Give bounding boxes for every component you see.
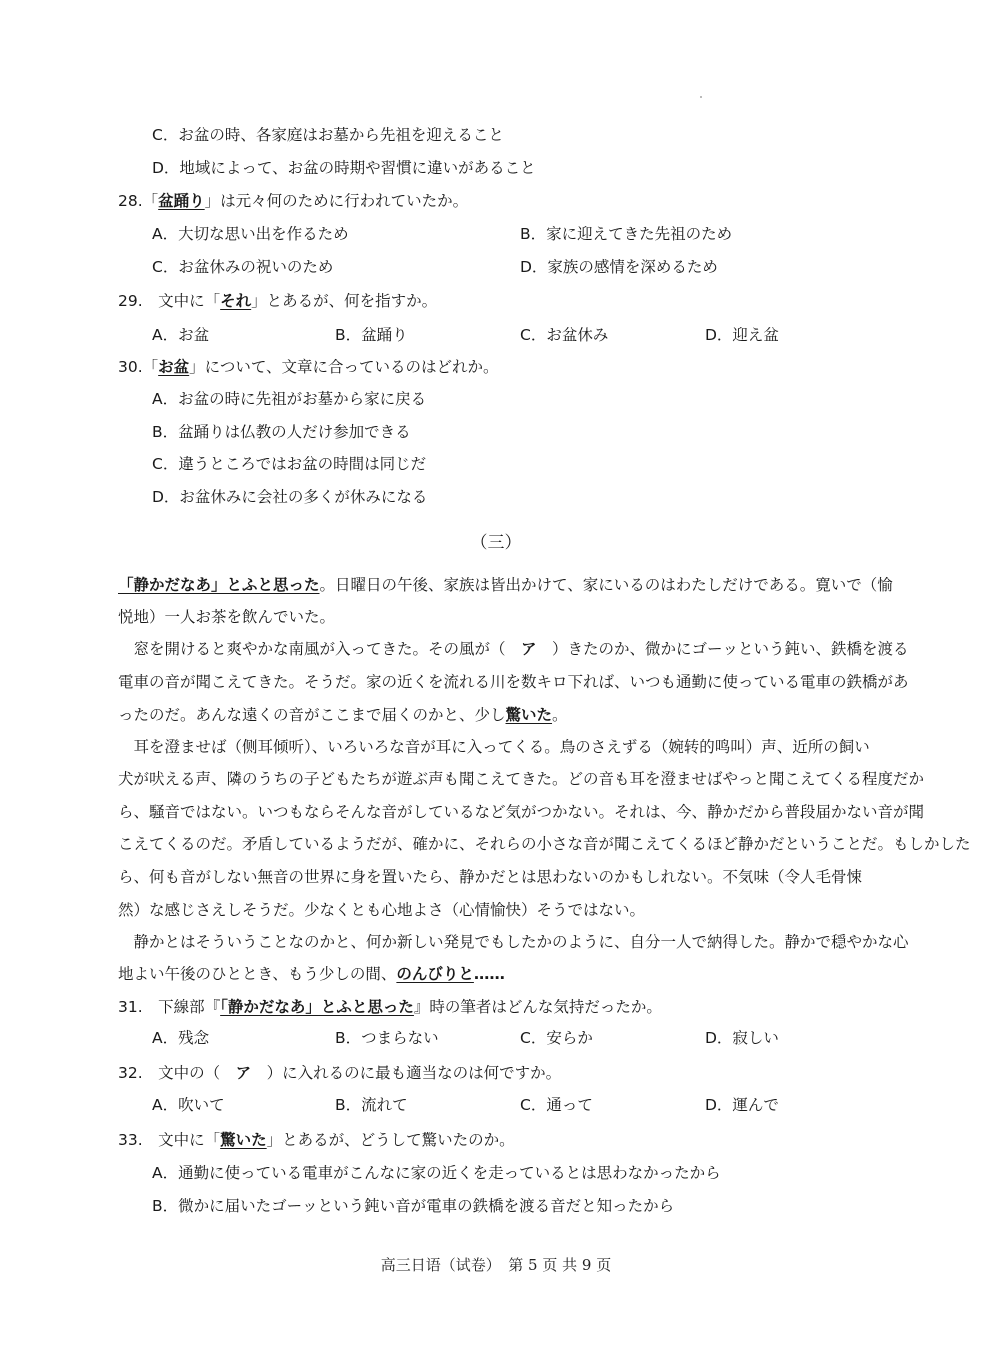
passage-line: ら、騒音ではない。いつもならそんな音がしているなど気がつかない。それは、今、静かだから普段届かない音が聞 [118,803,925,821]
q31-option-a: A．残念 [152,1029,210,1047]
q32-option-b: B．流れて [335,1096,408,1114]
q29-question [118,291,437,311]
q28-option-a: A．大切な思い出を作るため [152,225,349,243]
q31-prefix: 31. 下線部『 [118,998,221,1016]
passage-line: 電車の音が聞こえてきた。そうだ。家の近くを流れる川を数キロ下れば、いつも通勤に使っている電車の鉄橋があ [118,673,909,691]
passage-keyword-shizuka: 「静かだなあ」とふと思った [118,576,320,594]
q28-question [118,191,468,211]
page-footer: 高三日语（试卷） 第 5 页 共 9 页 [380,1256,612,1274]
passage-line [118,639,909,659]
q32-question [118,1063,561,1083]
passage-text: 地よい午後のひととき、もう少しの間、 [118,965,397,983]
q31-keyword: 「静かだなあ」とふと思った [220,998,414,1016]
q32-option-d: D．運んで [705,1096,779,1114]
q31-suffix: 』時の筆者はどんな気持だったか。 [413,998,662,1016]
passage-text: 。日曜日の午後、家族は皆出かけて、家にいるのはわたしだけである。寛いで（愉 [319,576,893,594]
q33-option-b: B．微かに届いたゴーッという鈍い音が電車の鉄橋を渡る音だと知ったから [152,1197,675,1215]
passage-line [118,705,874,725]
q33-option-a: A．通勤に使っている電車がこんなに家の近くを走っているとは思わなかったから [152,1164,721,1182]
q30-suffix: 」について、文章に合っているのはどれか。 [189,358,499,376]
q31-option-d: D．寂しい [705,1029,779,1047]
q29-prefix: 29. 文中に「 [118,292,221,310]
passage-keyword-nonbiri: のんびりと [396,965,474,983]
q32-suffix: ）に入れるのに最も適当なのは何ですか。 [251,1064,562,1082]
q28-suffix: 」は元々何のために行われていたか。 [204,192,469,210]
q28-option-b: B．家に迎えてきた先祖のため [520,225,733,243]
passage-line [118,964,874,984]
q28-keyword: 盆踊り [158,192,205,210]
passage-keyword-odoroita: 驚いた [505,706,553,724]
passage-text: 窓を開けると爽やかな南風が入ってきた。その風が（ [118,640,522,658]
q33-question [118,1130,515,1150]
scan-speck [700,96,702,98]
q29-option-c: C．お盆休み [520,326,609,344]
q33-suffix: 」とあるが、どうして驚いたのか。 [266,1131,515,1149]
q27-option-c: C．お盆の時、各家庭はお墓から先祖を迎えること [152,126,504,144]
q31-option-c: C．安らか [520,1029,593,1047]
q33-keyword: 驚いた [220,1131,267,1149]
q29-option-b: B．盆踊り [335,326,408,344]
q31-question [118,997,662,1017]
passage-blank-a: ア [521,640,537,658]
q30-option-a: A．お盆の時に先祖がお墓から家に戻る [152,390,427,408]
passage-line [118,575,893,595]
q30-prefix: 30.「 [118,358,159,376]
q29-keyword: それ [220,292,252,310]
passage-line: 悦地）一人お茶を飲んでいた。 [118,608,336,626]
q28-prefix: 28.「 [118,192,159,210]
q30-option-c: C．違うところではお盆の時間は同じだ [152,455,427,473]
q30-option-d: D．お盆休みに会社の多くが休みになる [152,488,428,506]
q28-option-c: C．お盆休みの祝いのため [152,258,334,276]
q33-prefix: 33. 文中に「 [118,1131,221,1149]
section-heading: （三） [470,533,522,553]
passage-text: ）きたのか、微かにゴーッという鈍い、鉄橋を渡る [536,640,909,658]
passage-text: ったのだ。あんな遠くの音がここまで届くのかと、少し [118,706,506,724]
q30-question [118,357,499,377]
passage-line: 犬が吠える声、隣のうちの子どもたちが遊ぶ声も聞こえてきた。どの音も耳を澄ませばやっと聞こえてくる程度だか [118,770,925,788]
q31-option-b: B．つまらない [335,1029,439,1047]
q30-keyword: お盆 [158,358,190,376]
q32-option-c: C．通って [520,1096,593,1114]
passage-line: こえてくるのだ。矛盾しているようだが、確かに、それらの小さな音が聞こえてくるほど静かだということだ。もしかした [118,835,971,853]
q30-option-b: B．盆踊りは仏教の人だけ参加できる [152,423,411,441]
passage-line: 静かとはそういうことなのかと、何か新しい発見でもしたかのように、自分一人で納得した。静かで穏やかな心 [118,933,909,951]
q28-option-d: D．家族の感情を深めるため [520,258,718,276]
q27-option-d: D．地域によって、お盆の時期や習慣に違いがあること [152,159,536,177]
q32-blank: ア [235,1064,252,1082]
q29-suffix: 」とあるが、何を指すか。 [251,292,438,310]
passage-text: …… [473,965,505,983]
passage-text: 。 [552,706,568,724]
passage-line: 耳を澄ませば（侧耳倾听）、いろいろな音が耳に入ってくる。鳥のさえずる（婉转的鸣叫）声、近所の飼い [118,738,870,756]
q29-option-a: A．お盆 [152,326,210,344]
passage-line: 然）な感じさえしそうだ。少なくとも心地よさ（心情愉快）そうではない。 [118,901,646,919]
q29-option-d: D．迎え盆 [705,326,779,344]
q32-prefix: 32. 文中の（ [118,1064,236,1082]
q32-option-a: A．吹いて [152,1096,225,1114]
passage-line: ら、何も音がしない無音の世界に身を置いたら、静かだとは思わないのかもしれない。不気味（令人毛骨悚 [118,868,863,886]
